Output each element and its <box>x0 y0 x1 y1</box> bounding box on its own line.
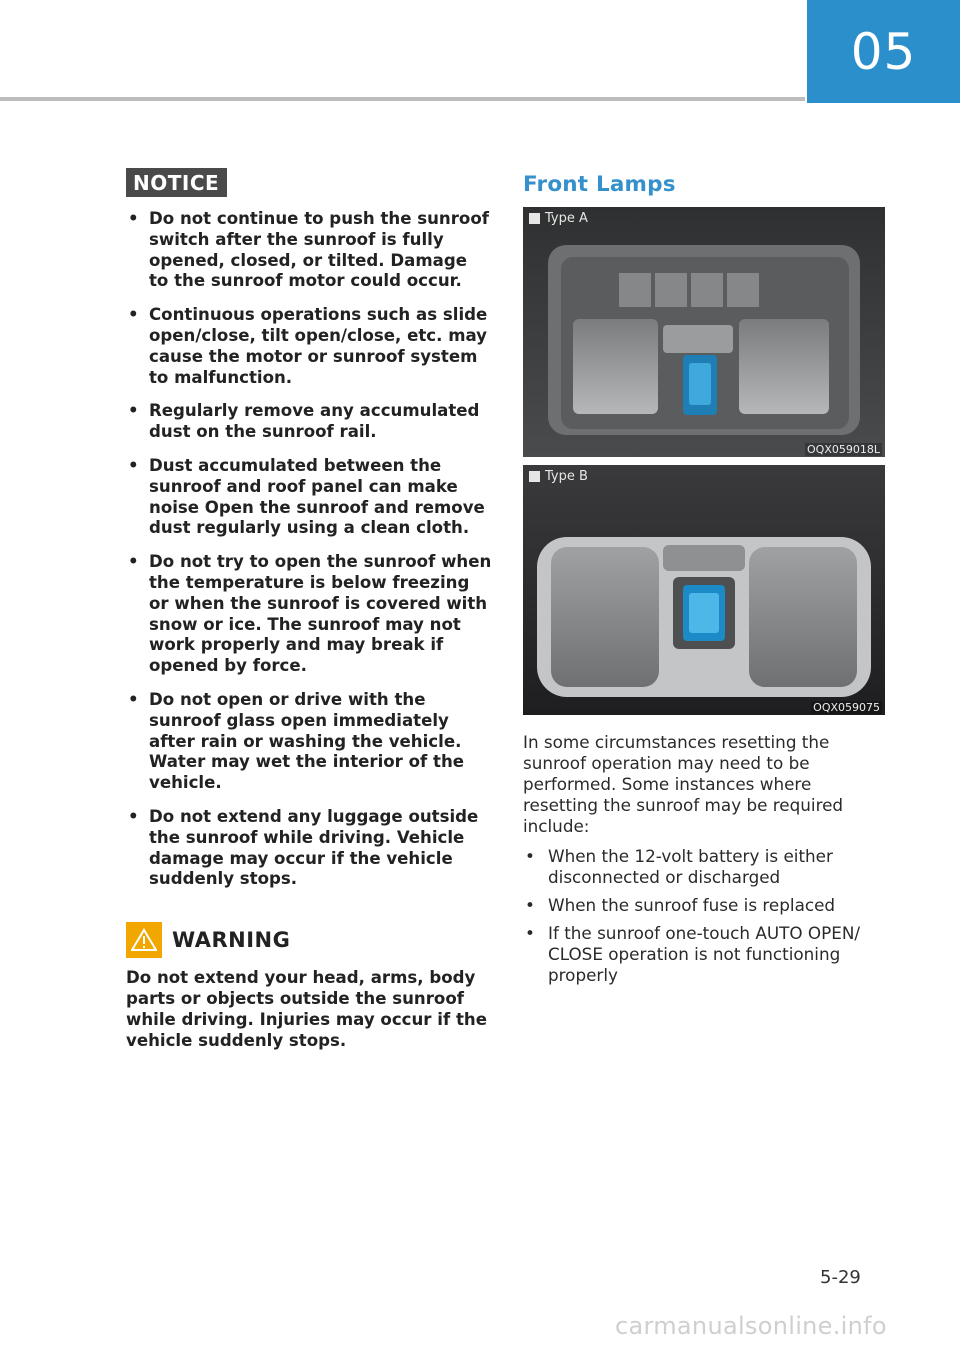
figure-code: OQX059075 <box>813 701 880 714</box>
square-bullet-icon <box>529 471 540 482</box>
notice-item: • Do not open or drive with the sunroof glass open immediately after rain or washing the vehicle. Water may wet the interior of the vehicle. <box>126 690 492 794</box>
figure-label <box>529 469 588 484</box>
notice-item: • Continuous operations such as slide open/close, tilt open/close, etc. may cause the motor or sunroof system to malfunction. <box>126 305 492 388</box>
notice-item: • Do not try to open the sunroof when the temperature is below freezing or when the sunroof is covered with snow or ice. The sunroof may not work properly and may break if opened by force. <box>126 552 492 677</box>
overhead-console-type-a-image <box>523 207 885 457</box>
page-number: 5-29 <box>820 1267 861 1288</box>
condition-item: • When the sunroof fuse is replaced <box>523 895 888 916</box>
body-intro: In some circumstances resetting the sunroof operation may need to be performed. Some instances where resetting the sunroof may be required include: <box>523 732 844 836</box>
notice-badge: NOTICE <box>126 168 227 197</box>
warning-text: Do not extend your head, arms, body parts or objects outside the sunroof while driving. Injuries may occur if the vehicle suddenly stops. <box>126 968 487 1051</box>
notice-item: • Dust accumulated between the sunroof and roof panel can make noise Open the sunroof and remove dust regularly using a clean cloth. <box>126 456 492 539</box>
header-rule <box>0 97 805 101</box>
figure-code: OQX059018L <box>807 443 880 456</box>
warning-header <box>126 922 492 958</box>
figure-type-b <box>523 465 885 715</box>
square-bullet-icon <box>529 213 540 224</box>
left-column <box>126 168 492 1051</box>
notice-list <box>126 209 492 890</box>
condition-list <box>523 846 888 986</box>
figure-type-a <box>523 207 885 457</box>
watermark: carmanualsonline.info <box>615 1312 887 1340</box>
section-title: Front Lamps <box>523 172 676 197</box>
notice-item: • Do not continue to push the sunroof switch after the sunroof is fully opened, closed, or tilted. Damage to the sunroof motor could occur. <box>126 209 492 292</box>
figure-label-text: Type B <box>545 469 588 484</box>
chapter-tab <box>807 0 960 103</box>
notice-item: • Do not extend any luggage outside the sunroof while driving. Vehicle damage may occur if the vehicle suddenly stops. <box>126 807 492 890</box>
chapter-number: 05 <box>850 22 917 81</box>
condition-item: • If the sunroof one-touch AUTO OPEN/ CLOSE operation is not functioning properly <box>523 923 888 986</box>
warning-icon <box>126 922 162 958</box>
notice-item: • Regularly remove any accumulated dust on the sunroof rail. <box>126 401 492 443</box>
figure-label <box>529 211 588 226</box>
right-column <box>523 168 888 993</box>
figure-label-text: Type A <box>545 211 588 226</box>
warning-title: WARNING <box>172 928 291 953</box>
condition-item: • When the 12-volt battery is either disconnected or discharged <box>523 846 888 888</box>
overhead-console-type-b-image <box>523 465 885 715</box>
